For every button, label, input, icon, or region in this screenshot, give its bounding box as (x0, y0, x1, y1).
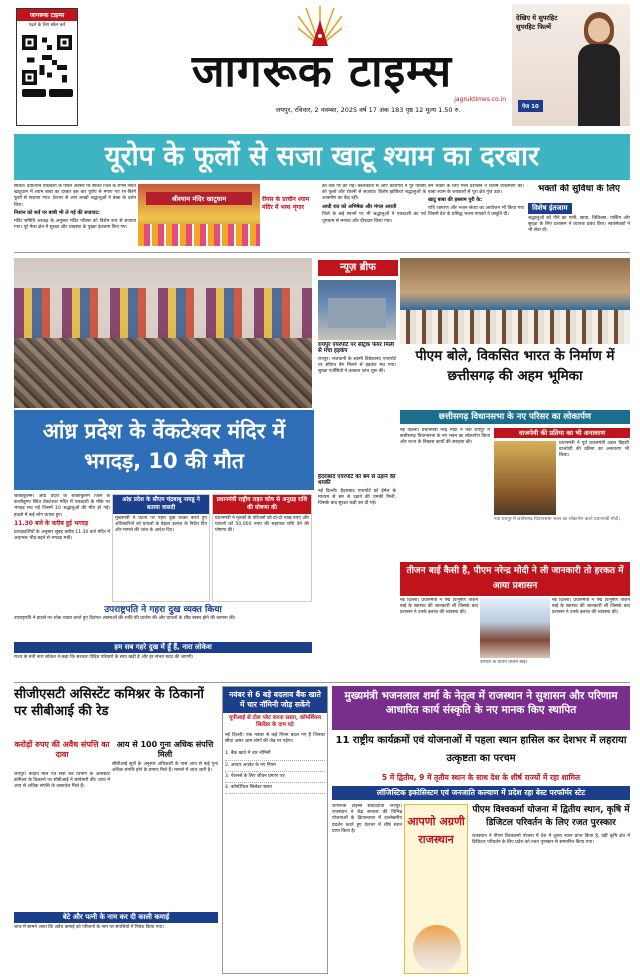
lead-col4: बने भक्तों के लिए मेला प्रशासन ने विशेष व्यवस्थाएं कीं। बाबा श्याम के जयकारों से पूरा क्षेत्र गूंज उठा। खाटू बाबा की इस्लाम पुरी के: रात्रि जागरण और भजन संध्या का आयोजन भी किया गया जिसमें देश के प्रसिद्ध भजन गायकों ने प्रस्तुति दी। (428, 184, 524, 218)
statue-photo (494, 441, 556, 515)
raj-line: 5 में द्वितीय, 9 में तृतीय स्थान के साथ देश के शीर्ष राज्यों में रहा शामिल (381, 773, 581, 782)
ad-person (574, 8, 624, 126)
pen-nib-logo (298, 6, 342, 48)
teejan-photo (480, 598, 550, 658)
raj-text: जागरूक टाइम्स संवाददाता जयपुर। राजस्थान ने केंद्र सरकार की विभिन्न योजनाओं के क्रियान्वयन में उल्लेखनीय प्रदर्शन करते हुए देशभर में शीर्ष स्थान प्राप्त किया है। (332, 804, 402, 834)
raj-subhead: 11 राष्ट्रीय कार्यक्रमों एवं योजनाओं में पहला स्थान हासिल कर देशभर में लहराया उत्कृष्टता का परचम (335, 735, 627, 764)
promo-line: पढ़ने के लिए स्कैन करें (28, 23, 66, 28)
raj-headline: मुख्यमंत्री भजनलाल शर्मा के नेतृत्व में राजस्थान ने सुशासन और परिणाम आधारित कार्य संस्कृति के नए मानक किए स्थापित (332, 686, 630, 730)
cgst-headline: सीजीएसटी असिस्टेंट कमिश्नर के ठिकानों पर सीबीआई की रेड (14, 687, 204, 719)
lead-side-head: भक्तों की सुविधा के लिए (538, 184, 620, 194)
brief-photo (318, 280, 396, 340)
third-caption: उपचार के दौरान तीजन बाई। (480, 660, 528, 665)
lead-side-text: श्रद्धालुओं को पीने का पानी, छाया, चिकित्सा, पार्किंग और सुरक्षा के लिए प्रशासन ने व्यापक प्रबंध किए। स्वयंसेवकों ने भी सेवा दी। (528, 216, 630, 234)
raj-ad: आपणो अग्रणी राजस्थान (404, 804, 468, 974)
app-store-icon[interactable] (49, 89, 73, 97)
app-store-icons[interactable] (17, 89, 77, 97)
brief-item1: रायपुर एयरपोर्ट पर सेंट्रिक फेयर मिली से मचा हड़कंप रायपुर। राजधानी के स्वामी विवेकानंद एयरपोर्ट पर संदिग्ध बैग मिलने से हड़कंप मच गया। सुरक्षा एजेंसियों ने तत्काल जांच शुरू की। (318, 342, 396, 375)
stampede-box1: आंध्र प्रदेश के सीएम चंद्रबाबू नायडू ने बताया त्रासदी मुख्यमंत्री ने घटना पर गहरा दुख व्यक्त करते हुए अधिकारियों को घायलों के बेहतर इलाज के निर्देश दिए और मामले की जांच के आदेश दिए। (112, 494, 210, 602)
stampede-box2: प्रधानमंत्री राष्ट्रीय राहत कोष से अनुग्रह राशि की घोषणा की प्रधानमंत्री ने मृतकों के परिजनों को दो-दो लाख रुपए और घायलों को 50,000 रुपए की सहायता राशि देने की घोषणा की। (212, 494, 312, 602)
lead-col3: को तर्क पर को गई। कोलकाता से आए कारीगरों ने पूरे परिसर को फूलों और रोशनी से सजाया। विशेष झांकियां श्रद्धालुओं के आकर्षण का केंद्र रहीं। आधी रात को अभिषेक और मंगल आरती जिले के कई स्थानों पर भी श्रद्धालुओं ने एकादशी का पर्व धूमधाम से मनाया और दीपदान किया गया। (322, 184, 426, 224)
third-headline: तीजन बाई कैसी हैं, पीएम नरेन्द्र मोदी ने ली जानकारी तो हरकत में आया प्रशासन (400, 562, 630, 596)
cm-photo (413, 925, 461, 973)
masthead (0, 0, 640, 128)
website-tag[interactable]: jagruktimes.co.in (454, 96, 506, 103)
pm-subhead: छत्तीसगढ़ विधानसभा के नए परिसर का लोकार्पण (400, 410, 630, 424)
promo-title: जागरूक टाइम्स (17, 9, 77, 21)
news-brief-label: न्यूज़ ब्रीफ (318, 260, 398, 276)
lead-caption: रींगस के प्राचीन श्याम मंदिर में भव्य शृंगार (262, 196, 310, 211)
lead-col1-subhead: निशान को सर्व पर बाबी भी ले गई की सजावट: (14, 209, 100, 216)
pm-headline: पीएम बोले, विकसित भारत के निर्माण में छत्तीसगढ़ की अहम भूमिका (415, 348, 615, 384)
stampede-headline: आंध्र प्रदेश के वेंकटेश्वर मंदिर में भगदड़, 10 की मौत (14, 410, 314, 490)
third-text2: नई दिल्ली। प्रधानमंत्री ने पद्म विभूषण तीजन बाई के स्वास्थ्य की जानकारी ली जिसके बाद प्रशासन ने उनके इलाज की व्यवस्था की। (552, 598, 630, 616)
cgst-text: जयपुर। केंद्रीय माल एवं सेवा कर विभाग के असिस्टेंट कमिश्नर के ठिकानों पर सीबीआई ने छापेमारी की। जांच में आय से अधिक संपत्ति के दस्तावेज मिले हैं। (14, 772, 110, 790)
bank-list: 1. बैंक खाते में चार नॉमिनी 2. आधार अपडेट के नए नियम 3. पेंशनर्स के लिए जीवन प्रमाण पत्र 4. कॉमर्शियल सिलेंडर सस्ता (223, 747, 327, 796)
raj-right: पीएम विश्वकर्मा योजना में द्वितीय स्थान, कृषि में डिजिटल परिवर्तन के लिए रजत पुरस्कार राजस्थान ने पीएम विश्वकर्मा योजना में देश में दूसरा स्थान प्राप्त किया है, वहीं कृषि क्षेत्र में डिजिटल परिवर्तन के लिए प्रदेश को रजत पुरस्कार से सम्मानित किया गया। (472, 805, 630, 846)
ad-box[interactable] (512, 4, 630, 126)
pm-box: वाजपेयी की प्रतिमा का भी अनावरण प्रधानमंत्री ने पूर्व प्रधानमंत्री अटल बिहारी वाजपेयी की प्रतिमा का अनावरण भी किया। नवा रायपुर में छत्तीसगढ़ विधानसभा भवन का लोकार्पण करते प्रधानमंत्री मोदी। (494, 429, 629, 522)
third-text: नई दिल्ली। प्रधानमंत्री ने पद्म विभूषण तीजन बाई के स्वास्थ्य की जानकारी ली जिसके बाद प्रशासन ने उनके इलाज की व्यवस्था की। (400, 598, 478, 616)
bank-box: नवंबर से 6 बड़े बदलाव बैंक खाते में चार नॉमिनी जोड़ सकेंगे यूपीआई से टोल प्लेट करना सस्ता, कॉमर्शियल सिलेंडर के दाम घटे नई दिल्ली। एक नवंबर से कई नियम बदल गए हैं जिनका सीधा असर आम लोगों की जेब पर पड़ेगा। 1. बैंक खाते में चार नॉमिनी 2. आधार अपडेट के नए नियम 3. पेंशनर्स के लिए जीवन प्रमाण पत्र 4. कॉमर्शियल सिलेंडर सस्ता (222, 686, 328, 974)
cgst-subhead: करोड़ों रुपए की अवैध संपत्ति का दावा (14, 740, 110, 759)
lead-caption-box (262, 196, 318, 246)
temple-banner-photo: श्रीश्याम मंदिर खाटूधाम (138, 184, 260, 246)
edition-meta: जयपुर, रविवार, 2 नवम्बर, 2025 वर्ष 17 अंक 183 पृष्ठ 12 मूल्य 1.50 रु. (275, 106, 461, 114)
cgst-bar: बेटे और पत्नी के नाम कर दी काली कमाई जांच में सामने आया कि अवैध कमाई को परिजनों के नाम पर संपत्तियों में निवेश किया गया। (14, 912, 218, 974)
cgst-box: आय से 100 गुना अधिक संपत्ति मिली सीबीआई सूत्रों के अनुसार अधिकारी के पास आय से कई गुना अधिक संपत्ति होने के प्रमाण मिले हैं। मामले में जांच जारी है। (112, 740, 218, 774)
newspaper-title: जागरूक टाइम्स (191, 46, 453, 97)
raj-bar: लॉजिस्टिक इकोसिस्टम एवं जनजाति कल्याण में प्रदेश रहा बेस्ट परफॉर्मर स्टेट (332, 786, 630, 800)
ad-text: देखिए ये सुपरहिट सुपरहिट फिल्में (516, 14, 558, 31)
lead-headline: यूरोप के फूलों से सजा खाटू श्याम का दरबार (104, 141, 540, 172)
play-store-icon[interactable] (22, 89, 46, 97)
stampede-col1: श्रीकाकुलम। आंध्र प्रदेश के श्रीकाकुलम जिले के काशीबुग्गा स्थित वेंकटेश्वर मंदिर में एकादशी के मौके पर भगदड़ मच गई जिसमें 10 श्रद्धालुओं की मौत हो गई। हादसे में कई लोग घायल हुए। 11.30 बजे के करीब हुई भगदड़ प्रत्यक्षदर्शियों के अनुसार सुबह करीब 11.30 बजे मंदिर में अचानक भीड़ बढ़ने से भगदड़ मची। (14, 494, 110, 541)
stampede-bar: हम सब गहरे दुख में हूँ हैं, नारा लोकेश राज्य के मंत्री नारा लोकेश ने कहा कि सरकार पीड़ित परिवारों के साथ खड़ी है और हर संभव मदद की जाएगी। (14, 642, 312, 678)
pm-text: नई दिल्ली। प्रधानमंत्री नरेंद्र मोदी ने नवा रायपुर में छत्तीसगढ़ विधानसभा के नए भवन का लोकार्पण किया और राज्य के विकास कार्यों की सराहना की। (400, 428, 490, 446)
qr-code[interactable] (22, 35, 72, 85)
assembly-photo (400, 258, 630, 344)
lead-col1: सीकर। देवोत्थान एकादशी के पावन अवसर पर सीकर जिले के रींगस स्थित खाटूधाम में श्याम बाबा का दरबार इस बार यूरोप से मंगाए गए रंग-बिरंगे फूलों से सजाया गया। देशभर से आए लाखों श्रद्धालुओं ने बाबा के दर्शन किए। निशान को सर्व पर बाबी भी ले गई की सजावट: मंदिर समिति अध्यक्ष के अनुसार मंदिर परिसर को विशेष रूप से सजाया गया। पूरे मेला क्षेत्र में सुरक्षा और व्यवस्था के पुख्ता इंतजाम किए गए। (14, 184, 136, 230)
brief-item2: हैदराबाद एयरपोर्ट को बम से उड़ाने की धमकी नई दिल्ली। हैदराबाद एयरपोर्ट को ईमेल के माध्यम से बम से उड़ाने की धमकी मिली, जिसके बाद सुरक्षा कड़ी कर दी गई। (318, 474, 396, 507)
lead-side-label: विशेष इंतजाम (528, 203, 572, 214)
stampede-photo (14, 258, 312, 408)
lead-sidebar (528, 184, 630, 248)
ad-badge: पेज 10 (518, 100, 543, 112)
stampede-vp: उपराष्ट्रपति ने गहरा दुख व्यक्त किया उपराष्ट्रपति ने हादसे पर शोक व्यक्त करते हुए दिवंगत आत्माओं की शांति की प्रार्थना की और घायलों के शीघ्र स्वस्थ होने की कामना की। (14, 605, 236, 621)
promo-box (16, 8, 78, 126)
lead-headline-bar (14, 134, 630, 180)
